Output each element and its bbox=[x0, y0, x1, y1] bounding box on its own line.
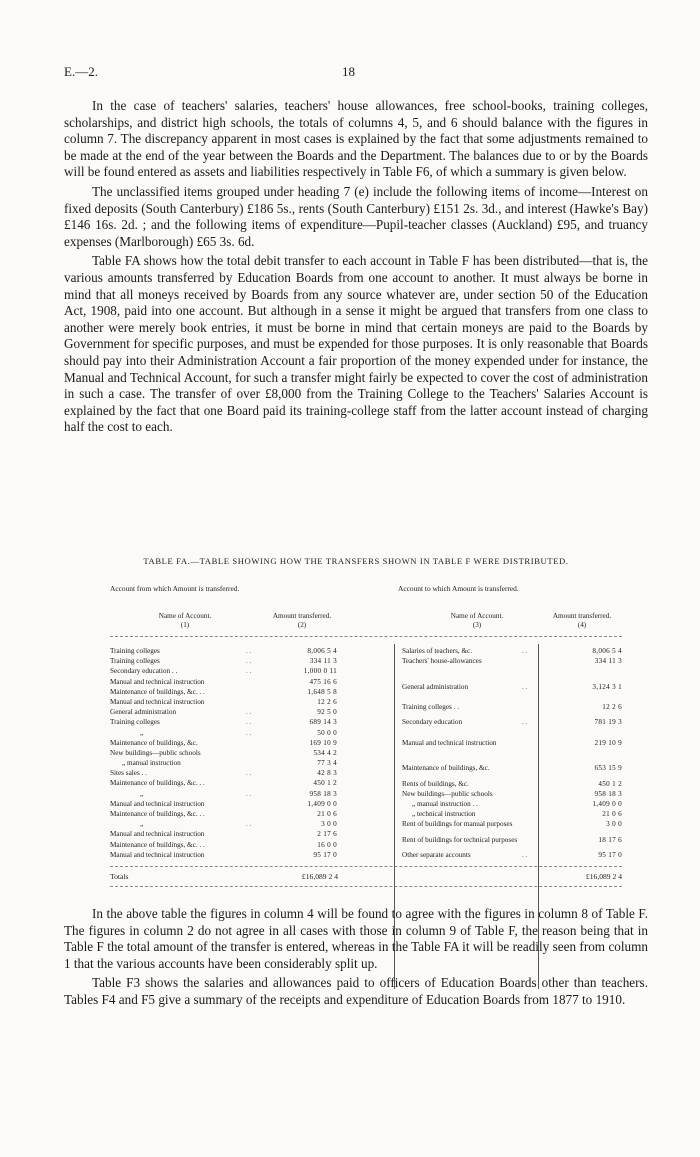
row-amount: 219 10 9 bbox=[594, 738, 622, 747]
row-account-name: Secondary education bbox=[402, 718, 463, 727]
col1-label: Name of Account. bbox=[158, 612, 212, 620]
row-amount: 42 8 3 bbox=[317, 769, 337, 778]
leader-dots: . . bbox=[246, 820, 252, 829]
row-amount: 334 11 3 bbox=[594, 657, 622, 666]
row-account-name: „ technical instruction bbox=[412, 810, 476, 819]
row-amount: 8,006 5 4 bbox=[307, 647, 337, 655]
row-account-name: Training colleges bbox=[110, 657, 160, 666]
table-row bbox=[110, 728, 622, 738]
row-account-name: Training colleges bbox=[110, 718, 160, 727]
row-amount: 1,409 0 0 bbox=[592, 800, 622, 808]
body-text bbox=[64, 98, 648, 439]
total-right-amount: £16,089 2 4 bbox=[585, 872, 622, 881]
row-account-name: „ bbox=[140, 789, 144, 798]
row-amount: 781 19 3 bbox=[594, 718, 622, 727]
row-amount: 18 17 6 bbox=[598, 835, 622, 844]
row-amount: 3,124 3 1 bbox=[592, 682, 622, 691]
leader-dots: . . bbox=[522, 851, 528, 859]
col3-header bbox=[402, 612, 552, 630]
row-amount: 1,648 5 8 bbox=[307, 687, 337, 696]
row-amount: 21 0 6 bbox=[602, 810, 622, 819]
col1-header bbox=[110, 612, 260, 630]
row-amount: 653 15 9 bbox=[594, 764, 622, 773]
row-amount: 12 2 6 bbox=[602, 703, 622, 712]
row-amount: 21 0 6 bbox=[317, 810, 337, 818]
row-account-name: General administration bbox=[402, 682, 469, 691]
leader-dots: . . bbox=[522, 682, 528, 691]
totals-label: Totals bbox=[110, 872, 129, 881]
table-title: TABLE FA.—TABLE SHOWING HOW THE TRANSFERS SHOWN IN TABLE F WERE DISTRIBUTED. bbox=[143, 556, 569, 566]
row-amount: 8,006 5 4 bbox=[592, 647, 622, 655]
page-number: 18 bbox=[342, 64, 355, 79]
row-account-name: Other separate accounts bbox=[402, 851, 471, 859]
row-amount: 958 18 3 bbox=[309, 789, 337, 798]
row-amount: 169 10 9 bbox=[309, 738, 337, 747]
row-account-name: Secondary education . . bbox=[110, 667, 178, 676]
paragraph-4: In the above table the figures in column 4 will be found to agree with the figures in column 8 of Table F. The figures in column 2 do not agree in all cases with those in column 9 of Table F, the reason being that in Table F the total amount of the transfer is entered, whereas in the Table FA it will be readily seen from column 1 that the various accounts have been considerably split up. bbox=[64, 906, 648, 971]
row-amount: 450 1 2 bbox=[313, 779, 337, 788]
row-account-name: Maintenance of buildings, &c. . . bbox=[110, 810, 205, 818]
col4-header bbox=[542, 612, 622, 630]
row-account-name: General administration bbox=[110, 708, 177, 717]
row-account-name: Teachers' house-allowances bbox=[402, 657, 482, 666]
col4-number: (4) bbox=[577, 621, 587, 629]
row-amount: 334 11 3 bbox=[309, 657, 337, 666]
row-amount: 12 2 6 bbox=[317, 697, 337, 706]
row-amount: 1,000 0 11 bbox=[303, 667, 337, 676]
row-amount: 95 17 0 bbox=[313, 850, 337, 859]
totals-divider bbox=[110, 866, 622, 867]
row-account-name: Training colleges bbox=[110, 647, 160, 655]
row-account-name: Maintenance of buildings, &c. . . bbox=[110, 779, 205, 788]
leader-dots: . . bbox=[246, 647, 252, 655]
total-left-amount: £16,089 2 4 bbox=[301, 872, 338, 881]
row-account-name: Rent of buildings for technical purposes bbox=[402, 835, 518, 844]
row-amount: 1,409 0 0 bbox=[307, 799, 337, 808]
row-account-name: „ bbox=[140, 728, 144, 737]
row-account-name: Rent of buildings for manual purposes bbox=[402, 820, 513, 829]
row-account-name: New buildings—public schools bbox=[110, 748, 201, 757]
row-account-name: Maintenance of buildings, &c. . . bbox=[110, 840, 205, 849]
row-account-name: „ bbox=[140, 820, 144, 829]
leader-dots: . . bbox=[246, 789, 252, 798]
totals-row bbox=[110, 872, 622, 886]
row-account-name: „ manual instruction bbox=[122, 759, 181, 768]
leader-dots: . . bbox=[246, 769, 252, 778]
leader-dots: . . bbox=[246, 718, 252, 727]
row-account-name: Training colleges . . bbox=[402, 703, 460, 712]
table-row bbox=[110, 666, 622, 676]
row-account-name: Salaries of teachers, &c. bbox=[402, 647, 473, 655]
header-divider bbox=[110, 636, 622, 637]
col2-header bbox=[262, 612, 342, 630]
paragraph-1: In the case of teachers' salaries, teachers' house allowances, free school-books, training colleges, scholarships, and district high schools, the totals of columns 4, 5, and 6 should balance with the figures in column 7. The discrepancy apparent in most cases is explained by the fact that some adjustments remained to be made at the end of the year between the Boards and the Department. The balances due to or by the Boards will be found entered as assets and liabilities respectively in Table F6, of which a summary is given below. bbox=[64, 98, 648, 180]
row-account-name: Manual and technical instruction bbox=[110, 850, 205, 859]
group-header-from: Account from which Amount is transferred. bbox=[110, 584, 240, 593]
row-amount: 16 0 0 bbox=[317, 840, 337, 849]
leader-dots: . . bbox=[246, 708, 252, 717]
table-body bbox=[110, 646, 622, 860]
row-account-name: Manual and technical instruction bbox=[110, 697, 205, 706]
row-account-name: Manual and technical instruction bbox=[110, 677, 205, 686]
row-amount: 689 14 3 bbox=[309, 718, 337, 727]
totals-bottom-rule bbox=[110, 886, 622, 887]
report-reference: E.—2. bbox=[64, 64, 98, 79]
row-account-name: „ manual instruction . . bbox=[412, 800, 478, 808]
row-amount: 95 17 0 bbox=[598, 851, 622, 859]
row-amount: 534 4 2 bbox=[313, 748, 337, 757]
row-account-name: Sites sales . . bbox=[110, 769, 147, 778]
row-amount: 92 5 0 bbox=[317, 708, 337, 717]
row-account-name: New buildings—public schools bbox=[402, 789, 493, 798]
row-account-name: Maintenance of buildings, &c. bbox=[402, 764, 490, 773]
col3-label: Name of Account. bbox=[450, 612, 504, 620]
row-amount: 50 0 0 bbox=[317, 728, 337, 737]
row-amount: 475 16 6 bbox=[309, 677, 337, 686]
leader-dots: . . bbox=[246, 728, 252, 737]
row-amount: 2 17 6 bbox=[317, 830, 337, 839]
col2-label: Amount transferred. bbox=[272, 612, 332, 620]
col2-number: (2) bbox=[297, 621, 307, 629]
row-account-name: Manual and technical instruction bbox=[110, 830, 205, 839]
col4-label: Amount transferred. bbox=[552, 612, 612, 620]
row-amount: 958 18 3 bbox=[594, 789, 622, 798]
row-amount: 3 0 0 bbox=[321, 820, 337, 829]
row-amount: 450 1 2 bbox=[598, 779, 622, 788]
leader-dots: . . bbox=[246, 657, 252, 666]
row-account-name: Rents of buildings, &c. bbox=[402, 779, 469, 788]
closing-text bbox=[64, 906, 648, 1012]
group-header-to: Account to which Amount is transferred. bbox=[398, 584, 519, 593]
paragraph-5: Table F3 shows the salaries and allowances paid to officers of Education Boards other than teachers. Tables F4 and F5 give a summary of the receipts and expenditure of Education Boards from 1877 to 1910. bbox=[64, 975, 648, 1007]
row-account-name: Maintenance of buildings, &c. bbox=[110, 738, 198, 747]
row-account-name: Manual and technical instruction bbox=[402, 738, 497, 747]
paragraph-2: The unclassified items grouped under heading 7 (e) include the following items of income—Interest on fixed deposits (South Canterbury) £186 5s., rents (South Canterbury) £151 2s. 3d., and interest (Hawke's Bay) £146 16s. 2d. ; and the following items of expenditure—Pupil-teacher classes (Auckland) £95, and truancy expenses (Marlborough) £65 3s. 6d. bbox=[64, 183, 648, 249]
col1-number: (1) bbox=[180, 621, 190, 629]
paragraph-3: Table FA shows how the total debit transfer to each account in Table F has been distributed—that is, the various amounts transferred by Education Boards from one account to another. It must always be borne in mind that all moneys received by Boards from any source whatever are, under section 50 of the Education Act, 1908, paid into one account. But although in a sense it might be argued that transfers from one class to another were merely book entries, it must be borne in mind that certain moneys are paid to the Boards by Government for specific purposes, and must be expended for those purposes. It is only reasonable that Boards should pay into their Administration Account a fair proportion of the money expended under for instance, the Manual and Technical Account, for such a transfer might fairly be expected to cover the cost of administration in such a case. The transfer of over £8,000 from the Training College to the Teachers' Salaries Account is explained by the fact that one Board paid its training-college staff from the latter account instead of charging half the cost to each. bbox=[64, 253, 648, 435]
leader-dots: . . bbox=[522, 718, 528, 727]
col3-number: (3) bbox=[472, 621, 482, 629]
page-header bbox=[64, 64, 648, 84]
leader-dots: . . bbox=[246, 667, 252, 676]
row-account-name: Maintenance of buildings, &c. . . bbox=[110, 687, 205, 696]
table-row bbox=[110, 748, 622, 758]
row-account-name: Manual and technical instruction bbox=[110, 799, 205, 808]
row-amount: 3 0 0 bbox=[606, 820, 622, 829]
row-amount: 77 3 4 bbox=[317, 759, 337, 768]
leader-dots: . . bbox=[522, 647, 528, 655]
